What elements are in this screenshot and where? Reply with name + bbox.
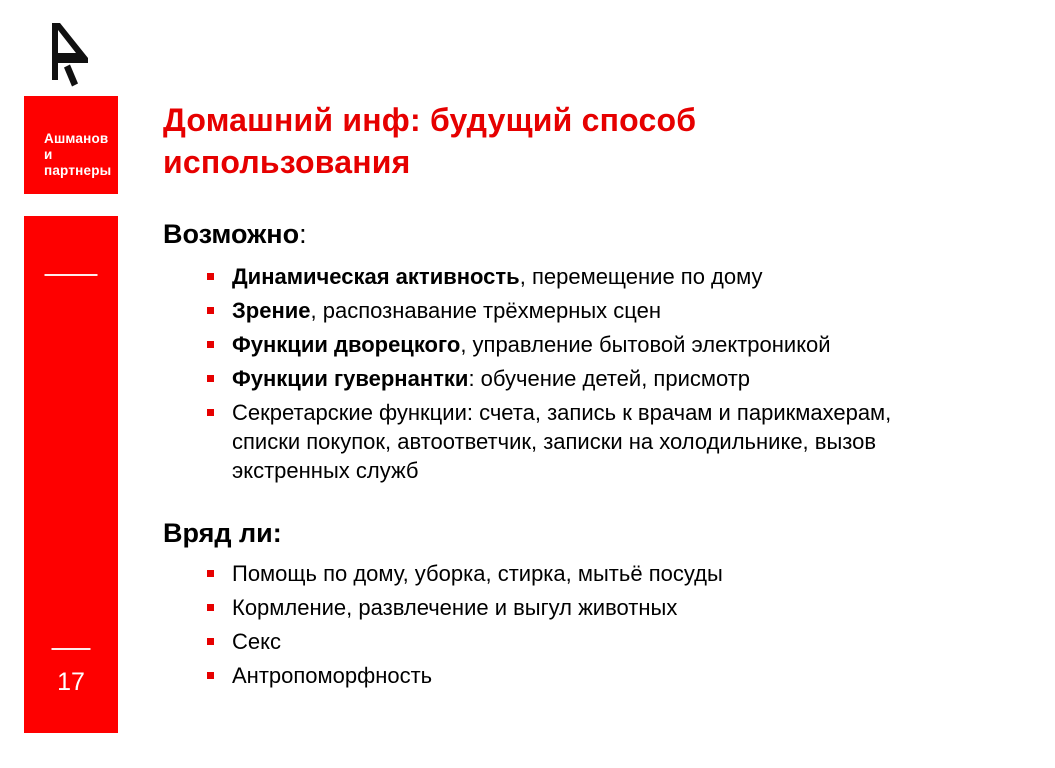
- bullet-square-icon: [207, 375, 214, 382]
- slide-title-line1: Домашний инф: будущий способ: [163, 102, 697, 138]
- list-item: Секс: [163, 627, 933, 656]
- slide-body: [163, 218, 933, 695]
- bullet-square-icon: [207, 341, 214, 348]
- bullet-square-icon: [207, 273, 214, 280]
- list-item: Динамическая активность, перемещение по дому: [163, 262, 933, 291]
- sidebar-divider-line-top: [45, 274, 98, 276]
- bullet-square-icon: [207, 307, 214, 314]
- section-heading-unlikely: Вряд ли:: [163, 518, 282, 548]
- list-item: Функции гувернантки: обучение детей, присмотр: [163, 364, 933, 393]
- section-heading-possible: Возможно:: [163, 219, 307, 249]
- bullet-list-possible: [163, 262, 933, 485]
- company-logo: [24, 96, 118, 194]
- cursor-a-logo-icon: [50, 22, 90, 90]
- sidebar-divider-line-bottom: [52, 648, 91, 650]
- bullet-square-icon: [207, 604, 214, 611]
- list-item: Зрение, распознавание трёхмерных сцен: [163, 296, 933, 325]
- bullet-square-icon: [207, 672, 214, 679]
- slide-title-line2: использования: [163, 144, 411, 180]
- bullet-square-icon: [207, 409, 214, 416]
- bullet-list-unlikely: [163, 559, 933, 690]
- company-name-line1: Ашманов: [44, 131, 109, 146]
- bullet-square-icon: [207, 570, 214, 577]
- slide-title: [163, 99, 923, 183]
- list-item: Кормление, развлечение и выгул животных: [163, 593, 933, 622]
- sidebar-red-bar: [24, 216, 118, 733]
- bullet-square-icon: [207, 638, 214, 645]
- list-item: Помощь по дому, уборка, стирка, мытьё посуды: [163, 559, 933, 588]
- list-item: Секретарские функции: счета, запись к врачам и парикмахерам, списки покупок, автоответчик, записки на холодильнике, вызов экстренных служб: [163, 398, 933, 485]
- list-item: Антропоморфность: [163, 661, 933, 690]
- page-number: 17: [57, 668, 85, 696]
- list-item: Функции дворецкого, управление бытовой электроникой: [163, 330, 933, 359]
- company-name-line2: и партнеры: [44, 147, 112, 178]
